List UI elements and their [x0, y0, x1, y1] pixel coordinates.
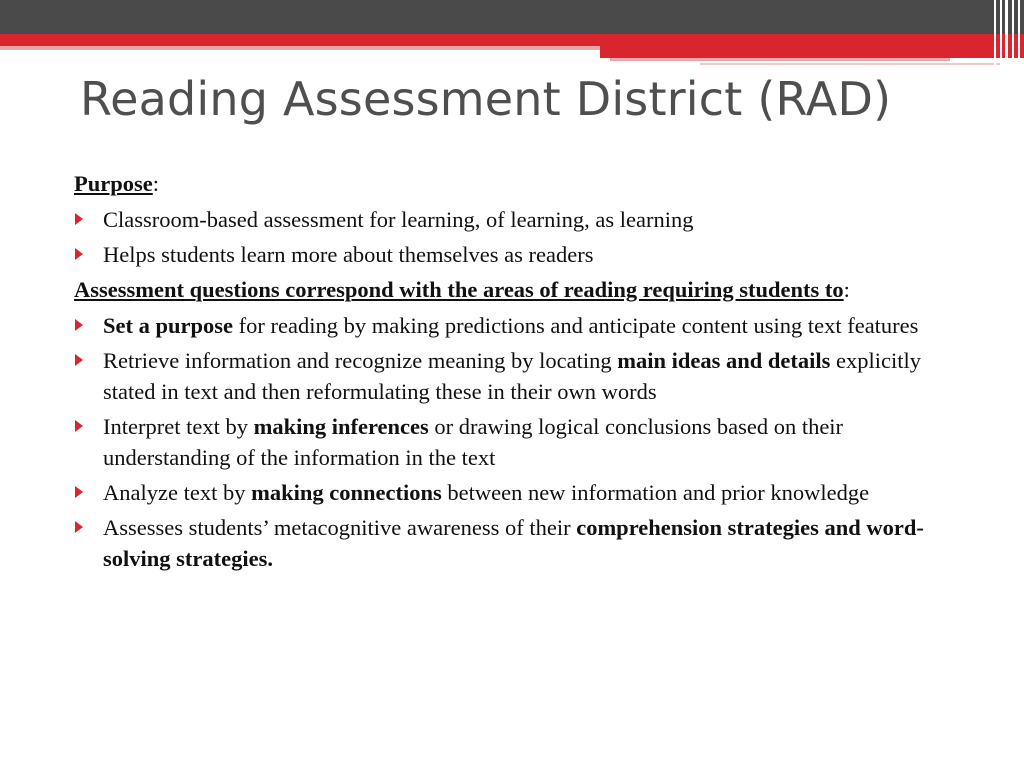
- list-item-pre: Assesses students’ metacognitive awareness of their: [103, 515, 577, 540]
- list-item-pre: Analyze text by: [103, 480, 252, 505]
- slide-title: Reading Assessment District (RAD): [80, 72, 892, 126]
- list-item-text: Classroom-based assessment for learning, of learning, as learning: [103, 207, 694, 232]
- bullet-arrow-icon: [75, 319, 83, 331]
- header-band-red-right: [600, 46, 1024, 58]
- slide-content: [74, 168, 974, 578]
- header-band-dark: [0, 0, 1024, 34]
- list-item-pre: Retrieve information and recognize meaning by locating: [103, 348, 618, 373]
- header-band-red: [0, 34, 1024, 46]
- header-band-pink-right: [610, 58, 950, 61]
- bullet-arrow-icon: [75, 420, 83, 432]
- bullet-arrow-icon: [75, 213, 83, 225]
- list-item-bold: comprehension strategies and word-solving strategies.: [103, 515, 924, 571]
- purpose-heading: [74, 168, 974, 199]
- list-item-bold: main ideas and details: [617, 348, 831, 373]
- list-item-pre: Interpret text by: [103, 414, 254, 439]
- list-item: [74, 345, 974, 407]
- areas-heading-text: Assessment questions correspond with the areas of reading requiring students to: [74, 277, 844, 302]
- list-item-bold: making connections: [251, 480, 442, 505]
- bullet-arrow-icon: [75, 486, 83, 498]
- header-stripes: [990, 0, 1024, 70]
- list-item: [74, 411, 974, 473]
- list-item-bold: making inferences: [253, 414, 429, 439]
- list-item-bold: Set a purpose: [103, 313, 234, 338]
- list-item: [74, 512, 974, 574]
- list-item-text: Helps students learn more about themselves as readers: [103, 242, 594, 267]
- list-item-post: between new information and prior knowledge: [441, 480, 870, 505]
- bullet-arrow-icon: [75, 521, 83, 533]
- areas-heading: [74, 274, 974, 305]
- purpose-heading-text: Purpose: [74, 171, 153, 196]
- list-item: [74, 204, 974, 235]
- header-band-pink-right-thin: [700, 63, 1000, 65]
- list-item-post: or drawing logical conclusions based on their understanding of the information in the text: [103, 414, 844, 470]
- bullet-arrow-icon: [75, 354, 83, 366]
- areas-heading-colon: :: [843, 277, 850, 302]
- purpose-heading-colon: :: [152, 171, 160, 196]
- header-band-pink: [0, 46, 600, 50]
- areas-list: [74, 310, 974, 574]
- list-item-post: for reading by making predictions and anticipate content using text features: [233, 313, 919, 338]
- list-item-post: explicitly stated in text and then reformulating these in their own words: [103, 348, 921, 404]
- purpose-list: [74, 204, 974, 270]
- list-item: [74, 310, 974, 341]
- list-item: [74, 477, 974, 508]
- bullet-arrow-icon: [75, 248, 83, 260]
- list-item: [74, 239, 974, 270]
